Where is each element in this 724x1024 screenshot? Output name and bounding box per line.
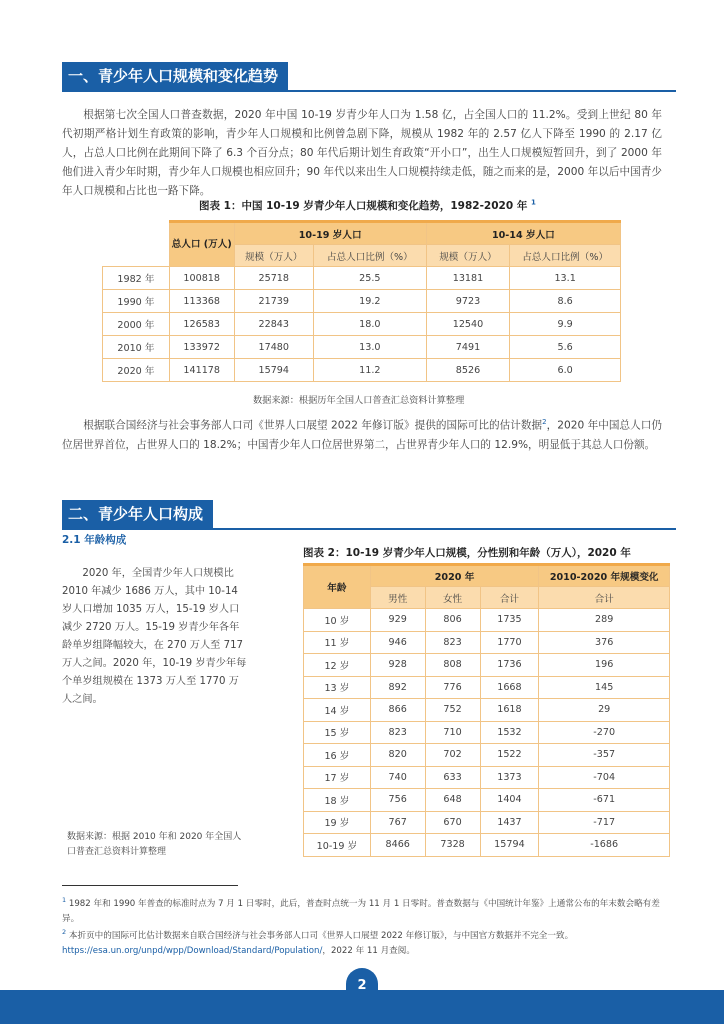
table1-total-cell: 126583: [169, 313, 234, 336]
table2-male-cell: 820: [370, 744, 425, 767]
table1-share-1019-cell: 13.0: [313, 336, 426, 359]
table1-scale-1019-cell: 17480: [234, 336, 313, 359]
table2-total-cell: 1373: [480, 766, 539, 789]
table2-change-cell: 29: [539, 699, 670, 722]
table1-scale-1014-cell: 12540: [426, 313, 510, 336]
table-row: [103, 359, 621, 382]
table2: [303, 563, 670, 857]
table1-share-1014-cell: 6.0: [510, 359, 621, 382]
table1-caption: 图表 1：中国 10-19 岁青少年人口规模和变化趋势，1982-2020 年 $^1$: [199, 198, 536, 212]
table2-male-cell: 929: [370, 609, 425, 632]
footnote-1: $^1$ 1982 年和 1990 年普查的标准时点为 7 月 1 日零时，此后，普查时点统一为 11 月 1 日零时。普查数据与《中国统计年鉴》上通常公布的年末数会略有差异。: [62, 896, 660, 924]
table2-total-cell: 1736: [480, 654, 539, 677]
table2-header-age: 年龄: [304, 565, 371, 609]
table2-change-cell: 145: [539, 676, 670, 699]
table1-share-1019-cell: 19.2: [313, 290, 426, 313]
table-row: [304, 834, 670, 857]
footnote-rule: [62, 885, 238, 886]
table-row: [304, 811, 670, 834]
table2-subheader: 男性: [370, 587, 425, 609]
table1-year-cell: 1990 年: [103, 290, 170, 313]
table-row: [103, 290, 621, 313]
footnote-link[interactable]: https://esa.un.org/unpd/wpp/Download/Standard/Population/: [62, 945, 323, 956]
table1-share-1014-cell: 13.1: [510, 267, 621, 290]
table2-female-cell: 633: [425, 766, 480, 789]
table2-male-cell: 823: [370, 721, 425, 744]
table2-change-cell: 196: [539, 654, 670, 677]
table-row: [103, 313, 621, 336]
table1-share-1014-cell: 8.6: [510, 290, 621, 313]
table1-share-1019-cell: 18.0: [313, 313, 426, 336]
table-row: [304, 654, 670, 677]
table1-scale-1014-cell: 7491: [426, 336, 510, 359]
table2-change-cell: -704: [539, 766, 670, 789]
table2-female-cell: 7328: [425, 834, 480, 857]
table2-source: 数据来源：根据 2010 年和 2020 年全国人口普查汇总资料计算整理: [67, 832, 242, 857]
table2-total-cell: 1532: [480, 721, 539, 744]
table2-female-cell: 670: [425, 811, 480, 834]
table1-share-1019-cell: 11.2: [313, 359, 426, 382]
table2-male-cell: 8466: [370, 834, 425, 857]
table2-age-cell: 18 岁: [304, 789, 371, 812]
table1-year-cell: 2020 年: [103, 359, 170, 382]
table-row: [304, 789, 670, 812]
table1-year-cell: 2000 年: [103, 313, 170, 336]
table2-age-cell: 10 岁: [304, 609, 371, 632]
table2-change-cell: -671: [539, 789, 670, 812]
table2-female-cell: 752: [425, 699, 480, 722]
table1-header-group2: 10-14 岁人口: [426, 222, 620, 245]
table2-total-cell: 1522: [480, 744, 539, 767]
table1-scale-1019-cell: 25718: [234, 267, 313, 290]
table2-total-cell: 15794: [480, 834, 539, 857]
table-row: [304, 676, 670, 699]
table1-scale-1014-cell: 9723: [426, 290, 510, 313]
table2-female-cell: 823: [425, 631, 480, 654]
table-row: [304, 766, 670, 789]
table2-male-cell: 866: [370, 699, 425, 722]
section-title-2: 二、青少年人口构成: [62, 500, 213, 528]
table2-age-cell: 13 岁: [304, 676, 371, 699]
table2-age-cell: 14 岁: [304, 699, 371, 722]
table2-female-cell: 808: [425, 654, 480, 677]
table2-total-cell: 1437: [480, 811, 539, 834]
table2-change-cell: 376: [539, 631, 670, 654]
table2-age-cell: 16 岁: [304, 744, 371, 767]
table-row: [304, 721, 670, 744]
table1-year-cell: 2010 年: [103, 336, 170, 359]
section-header-2: [62, 500, 676, 530]
table2-age-cell: 12 岁: [304, 654, 371, 677]
subsection-title: 2.1 年龄构成: [62, 534, 127, 546]
table1-scale-1019-cell: 21739: [234, 290, 313, 313]
table2-header-group2: 2010-2020 年规模变化: [539, 565, 670, 587]
table1-year-cell: 1982 年: [103, 267, 170, 290]
table2-age-cell: 19 岁: [304, 811, 371, 834]
table2-female-cell: 806: [425, 609, 480, 632]
table1: [102, 220, 621, 382]
table1-subheader: 规模（万人）: [234, 245, 313, 267]
table1-total-cell: 141178: [169, 359, 234, 382]
table1-subheader: 占总人口比例（%）: [510, 245, 621, 267]
table1-subheader: 占总人口比例（%）: [313, 245, 426, 267]
table-row: [304, 609, 670, 632]
section-header-1: [62, 62, 676, 92]
table2-male-cell: 928: [370, 654, 425, 677]
table2-subheader: 女性: [425, 587, 480, 609]
table1-total-cell: 133972: [169, 336, 234, 359]
table-row: [304, 699, 670, 722]
table2-header-group1: 2020 年: [370, 565, 539, 587]
table1-scale-1014-cell: 13181: [426, 267, 510, 290]
table2-change-cell: 289: [539, 609, 670, 632]
table2-male-cell: 740: [370, 766, 425, 789]
table2-male-cell: 892: [370, 676, 425, 699]
table-row: [304, 744, 670, 767]
table1-scale-1019-cell: 22843: [234, 313, 313, 336]
age-composition-text: 2020 年，全国青少年人口规模比 2010 年减少 1686 万人，其中 10-14 岁人口增加 1035 万人，15-19 岁人口减少 2720 万人。15-19 岁青少年各年龄单岁组降幅较大，在 270 万人至 717 万人之间。2020 年，10-19 岁青少年每个单岁组规模在 1373 万人至 1770 万人之间。: [62, 568, 247, 705]
table2-change-cell: -1686: [539, 834, 670, 857]
table2-caption: 图表 2：10-19 岁青少年人口规模，分性别和年龄（万人），2020 年: [303, 547, 631, 559]
table2-age-cell: 11 岁: [304, 631, 371, 654]
table1-share-1014-cell: 9.9: [510, 313, 621, 336]
table2-total-cell: 1735: [480, 609, 539, 632]
table2-total-cell: 1668: [480, 676, 539, 699]
paragraph-1: 根据第七次全国人口普查数据，2020 年中国 10-19 岁青少年人口为 1.58 亿，占全国人口的 11.2%。受到上世纪 80 年代初期严格计划生育政策的影响，青少年人口规模和比例曾急剧下降，规模从 1982 年的 2.57 亿人下降至 1990 的 2.17 亿人，占总人口比例在此期间下降了 6.3 个百分点；80 年代后期计划生育政策“开小口”，出生人口规模短暂回升，到了 2000 年他们进入青少年时期，青少年人口规模也相应回升；90 年代以来出生人口规模持续走低，随之而来的是，2000 年以后中国青少年人口规模和占比也一路下降。: [62, 109, 662, 197]
table1-share-1014-cell: 5.6: [510, 336, 621, 359]
table1-scale-1014-cell: 8526: [426, 359, 510, 382]
paragraph-2: 根据联合国经济与社会事务部人口司《世界人口展望 2022 年修订版》提供的国际可比的估计数据$^2$，2020 年中国总人口仍位居世界首位，占世界人口的 18.2%；中国青少年人口位居世界第二，占世界青少年人口的 12.9%，明显低于其总人口份额。: [62, 418, 662, 451]
table2-female-cell: 776: [425, 676, 480, 699]
table1-header-group1: 10-19 岁人口: [234, 222, 426, 245]
table2-female-cell: 710: [425, 721, 480, 744]
table2-male-cell: 946: [370, 631, 425, 654]
table1-total-cell: 100818: [169, 267, 234, 290]
table-row: [103, 267, 621, 290]
section-title-1: 一、青少年人口规模和变化趋势: [62, 62, 288, 90]
table2-subheader: 合计: [480, 587, 539, 609]
table1-source: 数据来源：根据历年全国人口普查汇总资料计算整理: [253, 395, 465, 406]
table2-male-cell: 767: [370, 811, 425, 834]
table2-male-cell: 756: [370, 789, 425, 812]
table2-total-cell: 1770: [480, 631, 539, 654]
table1-scale-1019-cell: 15794: [234, 359, 313, 382]
table-row: [103, 336, 621, 359]
table2-age-cell: 17 岁: [304, 766, 371, 789]
table2-age-cell: 10-19 岁: [304, 834, 371, 857]
table1-total-cell: 113368: [169, 290, 234, 313]
footnote-2: $^2$ 本折页中的国际可比估计数据来自联合国经济与社会事务部人口司《世界人口展望 2022 年修订版》，与中国官方数据并不完全一致。 https://esa.un.org/unpd/wpp/Download/Standard/Population/，2022 年 11 月查阅。: [62, 928, 574, 956]
table2-total-cell: 1404: [480, 789, 539, 812]
table1-header-total: 总人口 (万人): [169, 222, 234, 267]
table2-change-cell: -357: [539, 744, 670, 767]
table2-female-cell: 648: [425, 789, 480, 812]
table1-subheader: 规模（万人）: [426, 245, 510, 267]
table2-change-cell: -717: [539, 811, 670, 834]
table2-change-cell: -270: [539, 721, 670, 744]
table-row: [304, 631, 670, 654]
table2-female-cell: 702: [425, 744, 480, 767]
table1-share-1019-cell: 25.5: [313, 267, 426, 290]
table2-total-cell: 1618: [480, 699, 539, 722]
table2-subheader: 合计: [539, 587, 670, 609]
page-number: 2: [346, 968, 378, 1004]
table2-age-cell: 15 岁: [304, 721, 371, 744]
